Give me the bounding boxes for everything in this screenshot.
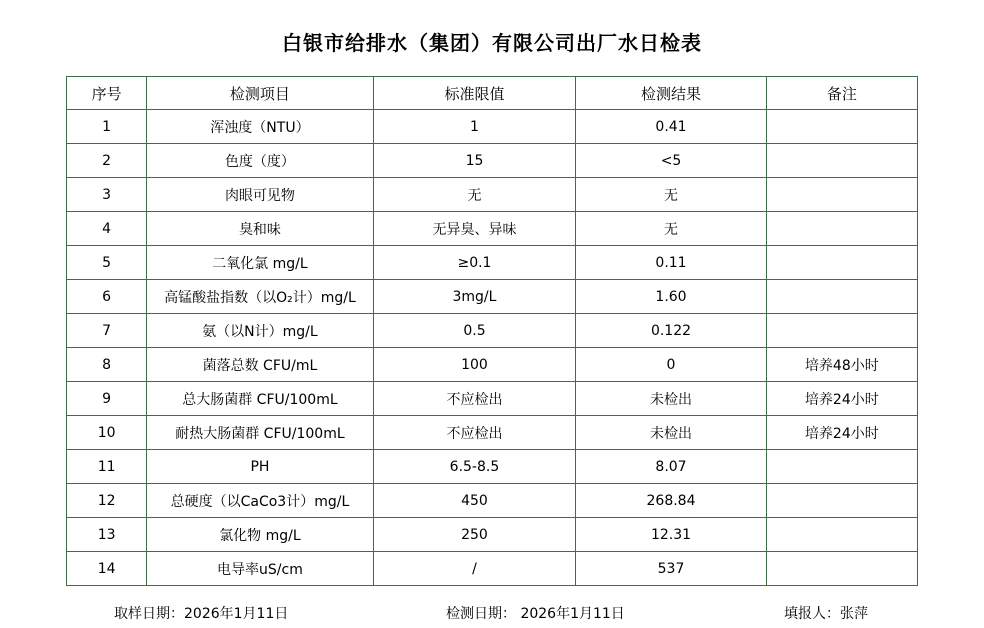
cell-note: 培养48小时 <box>766 348 917 382</box>
cell-no: 3 <box>67 178 147 212</box>
cell-std: 3mg/L <box>373 280 576 314</box>
cell-result: 未检出 <box>576 416 766 450</box>
header-cell-no: 序号 <box>67 77 147 110</box>
table-row <box>67 382 918 416</box>
table-row <box>67 348 918 382</box>
cell-note <box>766 314 917 348</box>
cell-item: 耐热大肠菌群 CFU/100mL <box>147 416 373 450</box>
cell-note <box>766 246 917 280</box>
cell-std: 6.5-8.5 <box>373 450 576 484</box>
table-header <box>67 77 918 110</box>
cell-no: 5 <box>67 246 147 280</box>
table-header-row <box>67 77 918 110</box>
cell-item: 总硬度（以CaCo3计）mg/L <box>147 484 373 518</box>
cell-std: 100 <box>373 348 576 382</box>
cell-std: 250 <box>373 518 576 552</box>
cell-no: 4 <box>67 212 147 246</box>
cell-note: 培养24小时 <box>766 416 917 450</box>
cell-std: 0.5 <box>373 314 576 348</box>
cell-note <box>766 518 917 552</box>
table-row <box>67 110 918 144</box>
cell-item: 色度（度） <box>147 144 373 178</box>
cell-std: 不应检出 <box>373 382 576 416</box>
cell-result: 0.11 <box>576 246 766 280</box>
table-row <box>67 246 918 280</box>
cell-item: 氨（以N计）mg/L <box>147 314 373 348</box>
testing-date: 检测日期： 2026年1月11日 <box>446 606 625 622</box>
cell-note <box>766 212 917 246</box>
cell-result: 0.41 <box>576 110 766 144</box>
report-footer <box>0 603 984 623</box>
cell-result: 无 <box>576 212 766 246</box>
header-cell-note: 备注 <box>766 77 917 110</box>
cell-result: 无 <box>576 178 766 212</box>
cell-note <box>766 280 917 314</box>
cell-note <box>766 450 917 484</box>
cell-no: 7 <box>67 314 147 348</box>
table-row <box>67 450 918 484</box>
cell-no: 1 <box>67 110 147 144</box>
cell-std: 1 <box>373 110 576 144</box>
cell-item: 总大肠菌群 CFU/100mL <box>147 382 373 416</box>
cell-note <box>766 484 917 518</box>
header-cell-std: 标准限值 <box>373 77 576 110</box>
cell-result: 537 <box>576 552 766 586</box>
cell-std: / <box>373 552 576 586</box>
cell-no: 12 <box>67 484 147 518</box>
table-container <box>0 76 984 586</box>
cell-no: 10 <box>67 416 147 450</box>
cell-result: 12.31 <box>576 518 766 552</box>
header-cell-result: 检测结果 <box>576 77 766 110</box>
cell-std: 450 <box>373 484 576 518</box>
header-cell-item: 检测项目 <box>147 77 373 110</box>
cell-no: 2 <box>67 144 147 178</box>
table-row <box>67 280 918 314</box>
page-title: 白银市给排水（集团）有限公司出厂水日检表 <box>282 31 702 55</box>
table-row <box>67 144 918 178</box>
cell-item: 二氧化氯 mg/L <box>147 246 373 280</box>
cell-result: 未检出 <box>576 382 766 416</box>
cell-result: 268.84 <box>576 484 766 518</box>
table-row <box>67 484 918 518</box>
cell-std: 无异臭、异味 <box>373 212 576 246</box>
cell-note <box>766 144 917 178</box>
cell-result: 0 <box>576 348 766 382</box>
cell-item: PH <box>147 450 373 484</box>
cell-std: 无 <box>373 178 576 212</box>
cell-std: ≥0.1 <box>373 246 576 280</box>
cell-no: 8 <box>67 348 147 382</box>
cell-item: 菌落总数 CFU/mL <box>147 348 373 382</box>
cell-no: 6 <box>67 280 147 314</box>
cell-no: 11 <box>67 450 147 484</box>
cell-result: <5 <box>576 144 766 178</box>
cell-item: 电导率uS/cm <box>147 552 373 586</box>
cell-no: 9 <box>67 382 147 416</box>
cell-item: 氯化物 mg/L <box>147 518 373 552</box>
cell-note <box>766 178 917 212</box>
cell-result: 0.122 <box>576 314 766 348</box>
cell-no: 14 <box>67 552 147 586</box>
cell-item: 浑浊度（NTU） <box>147 110 373 144</box>
cell-note: 培养24小时 <box>766 382 917 416</box>
table-row <box>67 416 918 450</box>
cell-std: 15 <box>373 144 576 178</box>
cell-note <box>766 552 917 586</box>
water-quality-table <box>66 76 918 586</box>
cell-note <box>766 110 917 144</box>
table-row <box>67 178 918 212</box>
cell-no: 13 <box>67 518 147 552</box>
cell-item: 肉眼可见物 <box>147 178 373 212</box>
table-body <box>67 110 918 586</box>
table-row <box>67 212 918 246</box>
cell-item: 高锰酸盐指数（以O₂计）mg/L <box>147 280 373 314</box>
table-row <box>67 314 918 348</box>
reporter-name: 填报人：张萍 <box>784 606 868 622</box>
cell-item: 臭和味 <box>147 212 373 246</box>
table-row <box>67 552 918 586</box>
cell-result: 1.60 <box>576 280 766 314</box>
table-row <box>67 518 918 552</box>
cell-std: 不应检出 <box>373 416 576 450</box>
sampling-date: 取样日期：2026年1月11日 <box>114 606 289 622</box>
cell-result: 8.07 <box>576 450 766 484</box>
